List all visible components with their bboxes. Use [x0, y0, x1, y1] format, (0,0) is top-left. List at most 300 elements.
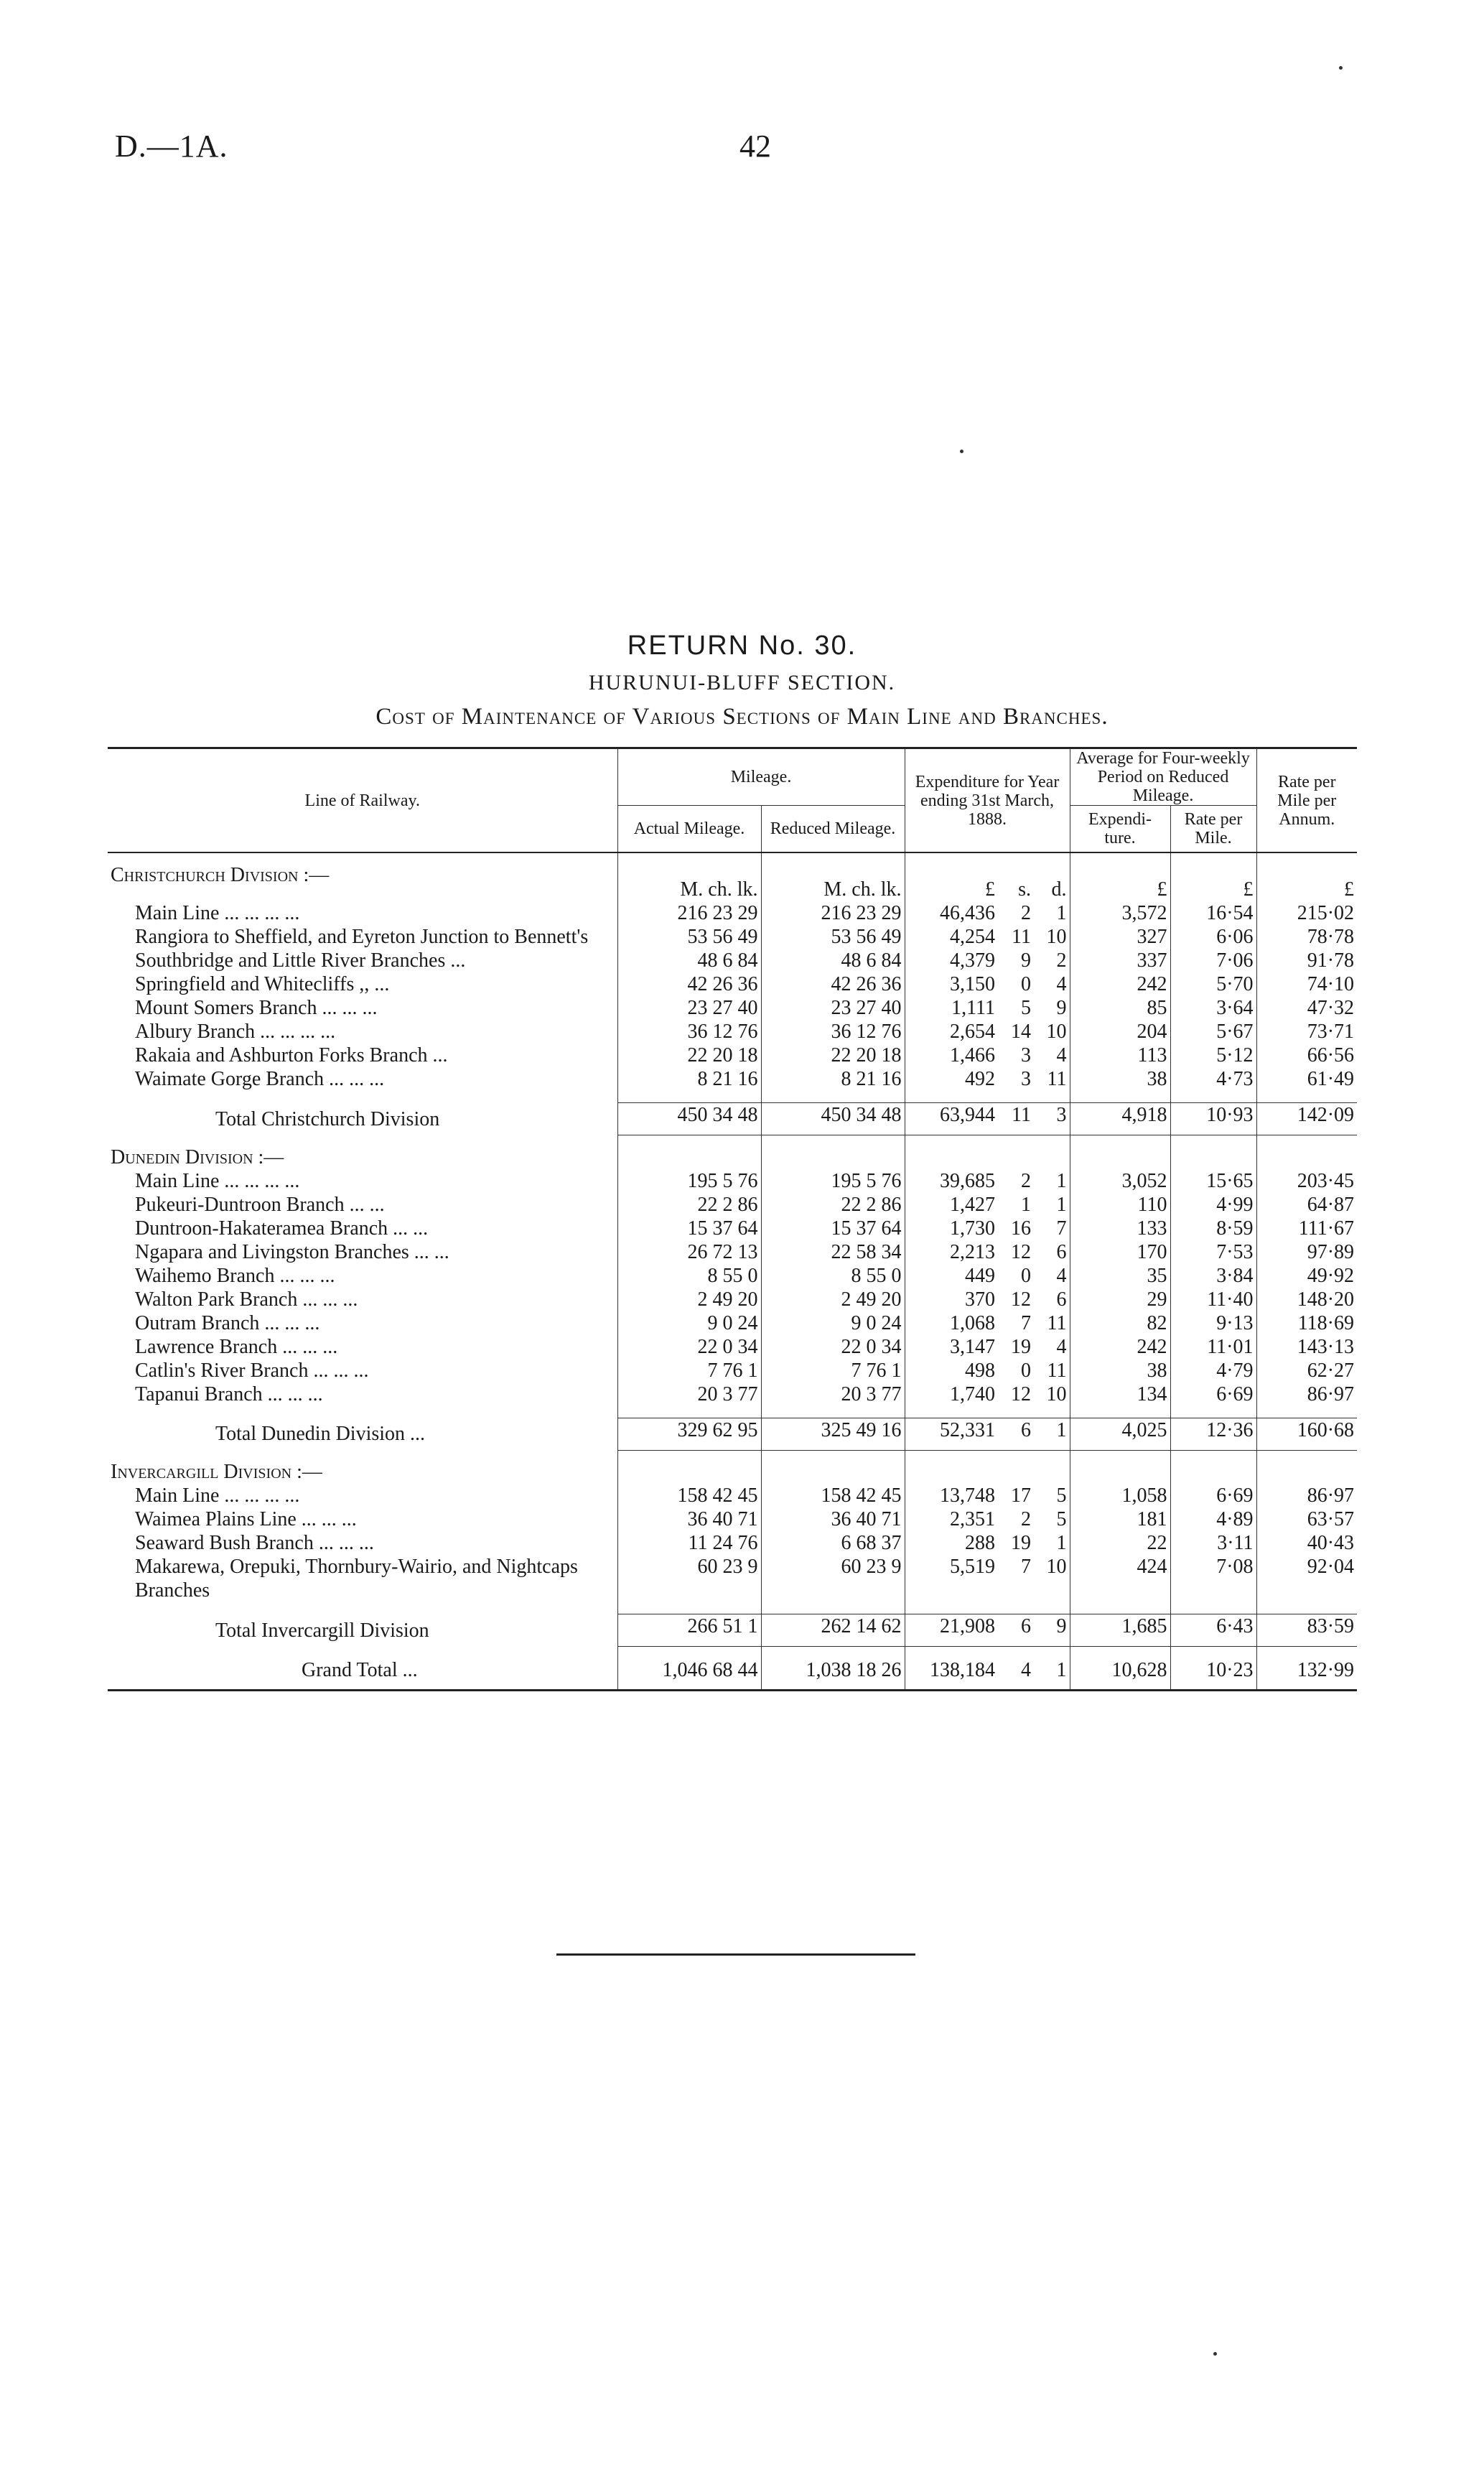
reduced-mileage-cell: 8 55 0 — [761, 1264, 905, 1288]
actual-mileage-cell: 450 34 48 — [617, 1103, 761, 1135]
empty-cell — [1170, 1406, 1256, 1418]
grand-total-pounds-cell: 138,184 — [905, 1658, 998, 1691]
rate-per-annum-cell: 111·67 — [1256, 1217, 1357, 1240]
speck-mark — [960, 450, 963, 453]
unit-label: M. ch. lk. — [617, 852, 761, 901]
rate-per-annum-cell: 92·04 — [1256, 1555, 1357, 1602]
expenditure-pence-cell: 9 — [1034, 1614, 1070, 1647]
division-total-row — [108, 1614, 1357, 1647]
grand-total-reduced-cell: 1,038 18 26 — [761, 1658, 905, 1691]
avg-expenditure-cell: 38 — [1070, 1359, 1170, 1382]
expenditure-pounds-cell: 46,436 — [905, 901, 998, 925]
expenditure-pounds-cell: 1,730 — [905, 1217, 998, 1240]
grand-total-row — [108, 1658, 1357, 1691]
empty-cell — [761, 1450, 905, 1484]
rate-per-annum-cell: 91·78 — [1256, 949, 1357, 972]
grand-total-actual-cell: 1,046 68 44 — [617, 1658, 761, 1691]
rate-per-annum-cell: 142·09 — [1256, 1103, 1357, 1135]
page-number: 42 — [739, 129, 771, 164]
expenditure-pence-cell: 11 — [1047, 1311, 1067, 1334]
railway-line-name: Southbridge and Little River Branches ... — [135, 949, 466, 972]
reduced-mileage-cell: 158 42 45 — [761, 1484, 905, 1507]
railway-line-name: Main Line ... ... ... ... — [135, 1169, 300, 1192]
empty-cell — [1256, 1450, 1357, 1484]
closing-rule — [556, 1953, 915, 1956]
spacer-row — [108, 1406, 1357, 1418]
reduced-mileage-cell: 195 5 76 — [761, 1169, 905, 1193]
unit-label: £ — [905, 852, 998, 901]
expenditure-pounds-cell: 3,150 — [905, 972, 998, 996]
reduced-mileage-cell: 262 14 62 — [761, 1614, 905, 1647]
expenditure-pounds-cell: 449 — [905, 1264, 998, 1288]
actual-mileage-cell: 22 2 86 — [617, 1193, 761, 1217]
expenditure-pounds-cell: 3,147 — [905, 1335, 998, 1359]
railway-line-name: Outram Branch ... ... ... — [135, 1311, 320, 1334]
empty-cell — [998, 1406, 1034, 1418]
avg-expenditure-cell: 85 — [1070, 996, 1170, 1020]
avg-expenditure-cell: 170 — [1070, 1240, 1170, 1264]
avg-rate-cell: 7·53 — [1170, 1240, 1256, 1264]
railway-line-name: Walton Park Branch ... ... ... — [135, 1288, 358, 1311]
table-row — [108, 1335, 1357, 1359]
empty-cell — [761, 1602, 905, 1614]
return-title: RETURN No. 30. — [627, 631, 857, 661]
avg-expenditure-cell: 133 — [1070, 1217, 1170, 1240]
expenditure-shillings-cell: 5 — [1021, 997, 1032, 1019]
empty-cell — [1070, 1602, 1170, 1614]
avg-rate-cell: 15·65 — [1170, 1169, 1256, 1193]
expenditure-pence-cell: 1 — [1056, 1532, 1067, 1554]
railway-line-name: Waimate Gorge Branch ... ... ... — [135, 1068, 385, 1090]
empty-cell — [108, 1091, 617, 1103]
expenditure-pounds-cell: 2,351 — [905, 1507, 998, 1531]
expenditure-pence-cell: 10 — [1046, 1382, 1067, 1405]
expenditure-shillings-cell: 2 — [1021, 1508, 1032, 1530]
avg-rate-cell: 6·69 — [1170, 1484, 1256, 1507]
expenditure-shillings-cell: 12 — [1011, 1288, 1032, 1311]
avg-expenditure-cell: 4,025 — [1070, 1418, 1170, 1450]
empty-cell — [1070, 1135, 1170, 1169]
reduced-mileage-cell: 15 37 64 — [761, 1217, 905, 1240]
empty-cell — [1070, 1406, 1170, 1418]
actual-mileage-cell: 42 26 36 — [617, 972, 761, 996]
reduced-mileage-cell: 216 23 29 — [761, 901, 905, 925]
empty-cell — [617, 1450, 761, 1484]
expenditure-pounds-cell: 1,427 — [905, 1193, 998, 1217]
actual-mileage-cell: 48 6 84 — [617, 949, 761, 972]
rate-per-annum-cell: 47·32 — [1256, 996, 1357, 1020]
unit-label: s. — [1018, 878, 1032, 901]
expenditure-pounds-cell: 492 — [905, 1067, 998, 1091]
table-row — [108, 972, 1357, 996]
avg-rate-cell: 16·54 — [1170, 901, 1256, 925]
col-mileage-header: Mileage. — [617, 748, 905, 806]
division-total-row — [108, 1103, 1357, 1135]
expenditure-pence-cell: 1 — [1056, 1193, 1067, 1216]
expenditure-pounds-cell: 4,379 — [905, 949, 998, 972]
col-reduced-header: Reduced Mileage. — [761, 806, 905, 853]
expenditure-pence-cell: 10 — [1046, 1556, 1067, 1578]
reduced-mileage-cell: 22 20 18 — [761, 1044, 905, 1067]
railway-line-name: Main Line ... ... ... ... — [135, 1484, 300, 1507]
empty-cell — [1170, 1602, 1256, 1614]
expenditure-pence-cell: 4 — [1056, 1264, 1067, 1287]
table-row — [108, 1507, 1357, 1531]
reduced-mileage-cell: 20 3 77 — [761, 1382, 905, 1406]
avg-expenditure-cell: 113 — [1070, 1044, 1170, 1067]
division-heading: Invercargill Division :— — [111, 1461, 322, 1483]
avg-expenditure-cell: 22 — [1070, 1531, 1170, 1555]
spacer-row — [108, 1647, 1357, 1659]
avg-rate-cell: 5·12 — [1170, 1044, 1256, 1067]
empty-cell — [998, 1450, 1034, 1484]
railway-line-name: Main Line ... ... ... ... — [135, 902, 300, 924]
division-total-label: Total Dunedin Division ... — [215, 1423, 426, 1445]
table-row — [108, 1264, 1357, 1288]
rate-per-annum-cell: 86·97 — [1256, 1484, 1357, 1507]
units-row — [108, 852, 1357, 901]
avg-rate-cell: 9·13 — [1170, 1311, 1256, 1335]
railway-line-name: Rangiora to Sheffield, and Eyreton Junction to Bennett's — [135, 926, 589, 948]
division-total-row — [108, 1418, 1357, 1450]
rate-per-annum-cell: 62·27 — [1256, 1359, 1357, 1382]
speck-mark — [1213, 2352, 1217, 2356]
empty-cell — [1256, 1602, 1357, 1614]
empty-cell — [1070, 1647, 1170, 1659]
unit-label: d. — [1051, 878, 1067, 901]
unit-label: M. ch. lk. — [761, 852, 905, 901]
table-row — [108, 1382, 1357, 1406]
empty-cell — [1170, 1091, 1256, 1103]
grand-total-label: Grand Total ... — [108, 1658, 617, 1691]
empty-cell — [617, 1135, 761, 1169]
avg-rate-cell: 5·67 — [1170, 1020, 1256, 1044]
unit-label: £ — [1256, 852, 1357, 901]
actual-mileage-cell: 22 20 18 — [617, 1044, 761, 1067]
expenditure-pounds-cell: 2,213 — [905, 1240, 998, 1264]
actual-mileage-cell: 15 37 64 — [617, 1217, 761, 1240]
division-heading-row — [108, 1450, 1357, 1484]
table-row — [108, 1531, 1357, 1555]
empty-cell — [108, 1602, 617, 1614]
actual-mileage-cell: 8 21 16 — [617, 1067, 761, 1091]
expenditure-pounds-cell: 13,748 — [905, 1484, 998, 1507]
table-row — [108, 1217, 1357, 1240]
expenditure-pounds-cell: 2,654 — [905, 1020, 998, 1044]
avg-rate-cell: 4·79 — [1170, 1359, 1256, 1382]
empty-cell — [108, 1406, 617, 1418]
expenditure-shillings-cell: 0 — [1021, 973, 1032, 995]
avg-expenditure-cell: 181 — [1070, 1507, 1170, 1531]
expenditure-pence-cell: 11 — [1047, 1068, 1067, 1090]
expenditure-shillings-cell: 2 — [1021, 902, 1032, 924]
actual-mileage-cell: 216 23 29 — [617, 901, 761, 925]
spacer-row — [108, 1602, 1357, 1614]
expenditure-pence-cell: 5 — [1056, 1508, 1067, 1530]
col-rate-header: Rate per Mile per Annum. — [1256, 748, 1357, 853]
empty-cell — [1034, 1450, 1070, 1484]
actual-mileage-cell: 53 56 49 — [617, 925, 761, 949]
expenditure-shillings-cell: 11 — [1012, 926, 1032, 948]
col-expenditure-header: Expenditure for Year ending 31st March, 1888. — [905, 748, 1070, 853]
empty-cell — [617, 1602, 761, 1614]
expenditure-shillings-cell: 16 — [1011, 1217, 1032, 1240]
unit-label: £ — [1170, 852, 1256, 901]
expenditure-pounds-cell: 1,068 — [905, 1311, 998, 1335]
empty-cell — [998, 1647, 1034, 1659]
expenditure-shillings-cell: 0 — [1021, 1359, 1032, 1382]
avg-rate-cell: 4·89 — [1170, 1507, 1256, 1531]
grand-total-s-cell: 4 — [998, 1658, 1034, 1691]
rate-per-annum-cell: 49·92 — [1256, 1264, 1357, 1288]
avg-rate-cell: 10·93 — [1170, 1103, 1256, 1135]
avg-expenditure-cell: 3,572 — [1070, 901, 1170, 925]
reduced-mileage-cell: 60 23 9 — [761, 1555, 905, 1602]
expenditure-pence-cell: 1 — [1056, 1169, 1067, 1192]
actual-mileage-cell: 20 3 77 — [617, 1382, 761, 1406]
rate-per-annum-cell: 66·56 — [1256, 1044, 1357, 1067]
empty-cell — [1170, 1450, 1256, 1484]
reduced-mileage-cell: 22 2 86 — [761, 1193, 905, 1217]
section-title: HURUNUI-BLUFF SECTION. — [588, 671, 896, 694]
reduced-mileage-cell: 36 40 71 — [761, 1507, 905, 1531]
empty-cell — [998, 1602, 1034, 1614]
railway-line-name: Waimea Plains Line ... ... ... — [135, 1508, 357, 1530]
table-row — [108, 925, 1357, 949]
expenditure-pounds-cell: 1,111 — [905, 996, 998, 1020]
expenditure-shillings-cell: 6 — [998, 1614, 1034, 1647]
expenditure-pounds-cell: 498 — [905, 1359, 998, 1382]
reduced-mileage-cell: 9 0 24 — [761, 1311, 905, 1335]
rate-per-annum-cell: 86·97 — [1256, 1382, 1357, 1406]
reduced-mileage-cell: 7 76 1 — [761, 1359, 905, 1382]
table-row — [108, 1288, 1357, 1311]
expenditure-pence-cell: 11 — [1047, 1359, 1067, 1382]
empty-cell — [905, 1406, 998, 1418]
avg-rate-cell: 3·11 — [1170, 1531, 1256, 1555]
avg-expenditure-cell: 4,918 — [1070, 1103, 1170, 1135]
empty-cell — [905, 1091, 998, 1103]
empty-cell — [761, 1091, 905, 1103]
actual-mileage-cell: 36 40 71 — [617, 1507, 761, 1531]
unit-label: £ — [1070, 852, 1170, 901]
expenditure-pence-cell: 1 — [1034, 1418, 1070, 1450]
table-subtitle: Cost of Maintenance of Various Sections of Main Line and Branches. — [375, 704, 1109, 730]
grand-total-avg_exp-cell: 10,628 — [1070, 1658, 1170, 1691]
speck-mark — [1339, 66, 1343, 70]
actual-mileage-cell: 266 51 1 — [617, 1614, 761, 1647]
empty-cell — [1170, 1135, 1256, 1169]
avg-expenditure-cell: 29 — [1070, 1288, 1170, 1311]
empty-cell — [1256, 1406, 1357, 1418]
expenditure-pounds-cell: 1,466 — [905, 1044, 998, 1067]
expenditure-pence-cell: 4 — [1056, 1335, 1067, 1358]
railway-line-name: Rakaia and Ashburton Forks Branch ... — [135, 1044, 448, 1066]
rate-per-annum-cell: 203·45 — [1256, 1169, 1357, 1193]
empty-cell — [1070, 1450, 1170, 1484]
expenditure-pounds-cell: 5,519 — [905, 1555, 998, 1602]
table-row — [108, 996, 1357, 1020]
table-row — [108, 1240, 1357, 1264]
avg-expenditure-cell: 204 — [1070, 1020, 1170, 1044]
actual-mileage-cell: 195 5 76 — [617, 1169, 761, 1193]
avg-expenditure-cell: 242 — [1070, 972, 1170, 996]
avg-rate-cell: 4·73 — [1170, 1067, 1256, 1091]
reduced-mileage-cell: 48 6 84 — [761, 949, 905, 972]
rate-per-annum-cell: 40·43 — [1256, 1531, 1357, 1555]
col-average-header: Average for Four-weekly Period on Reduced Mileage. — [1070, 748, 1256, 806]
expenditure-pounds-cell: 52,331 — [905, 1418, 998, 1450]
empty-cell — [1034, 1602, 1070, 1614]
table-row — [108, 949, 1357, 972]
avg-rate-cell: 11·01 — [1170, 1335, 1256, 1359]
table-row — [108, 1311, 1357, 1335]
railway-line-name: Waihemo Branch ... ... ... — [135, 1264, 335, 1287]
empty-cell — [1034, 1091, 1070, 1103]
expenditure-pounds-cell: 288 — [905, 1531, 998, 1555]
expenditure-shillings-cell: 2 — [1021, 1169, 1032, 1192]
empty-cell — [1034, 1406, 1070, 1418]
expenditure-pence-cell: 10 — [1046, 926, 1067, 948]
empty-cell — [1256, 1091, 1357, 1103]
expenditure-shillings-cell: 11 — [998, 1103, 1034, 1135]
empty-cell — [905, 1602, 998, 1614]
rate-per-annum-cell: 78·78 — [1256, 925, 1357, 949]
empty-cell — [761, 1135, 905, 1169]
expenditure-shillings-cell: 17 — [1011, 1484, 1032, 1507]
rate-per-annum-cell: 64·87 — [1256, 1193, 1357, 1217]
expenditure-shillings-cell: 7 — [1021, 1556, 1032, 1578]
reduced-mileage-cell: 450 34 48 — [761, 1103, 905, 1135]
actual-mileage-cell: 26 72 13 — [617, 1240, 761, 1264]
empty-cell — [905, 1135, 998, 1169]
empty-cell — [905, 1450, 998, 1484]
empty-cell — [1170, 1647, 1256, 1659]
rate-per-annum-cell: 160·68 — [1256, 1418, 1357, 1450]
actual-mileage-cell: 2 49 20 — [617, 1288, 761, 1311]
reduced-mileage-cell: 53 56 49 — [761, 925, 905, 949]
table-row — [108, 1484, 1357, 1507]
railway-line-name: Albury Branch ... ... ... ... — [135, 1021, 336, 1043]
actual-mileage-cell: 22 0 34 — [617, 1335, 761, 1359]
reduced-mileage-cell: 22 58 34 — [761, 1240, 905, 1264]
actual-mileage-cell: 9 0 24 — [617, 1311, 761, 1335]
expenditure-pence-cell: 6 — [1056, 1240, 1067, 1263]
empty-cell — [108, 1647, 617, 1659]
reduced-mileage-cell: 23 27 40 — [761, 996, 905, 1020]
empty-cell — [617, 1406, 761, 1418]
avg-expenditure-cell: 35 — [1070, 1264, 1170, 1288]
avg-rate-cell: 4·99 — [1170, 1193, 1256, 1217]
avg-rate-cell: 8·59 — [1170, 1217, 1256, 1240]
empty-cell — [1034, 1135, 1070, 1169]
avg-expenditure-cell: 3,052 — [1070, 1169, 1170, 1193]
expenditure-shillings-cell: 3 — [1021, 1068, 1032, 1090]
railway-line-name: Pukeuri-Duntroon Branch ... ... — [135, 1193, 385, 1216]
expenditure-shillings-cell: 1 — [1021, 1193, 1032, 1216]
actual-mileage-cell: 158 42 45 — [617, 1484, 761, 1507]
rate-per-annum-cell: 73·71 — [1256, 1020, 1357, 1044]
avg-rate-cell: 6·06 — [1170, 925, 1256, 949]
table-row — [108, 1020, 1357, 1044]
railway-line-name: Springfield and Whitecliffs ,, ... — [135, 973, 390, 995]
table-row — [108, 1067, 1357, 1091]
expenditure-pence-cell: 1 — [1056, 902, 1067, 924]
empty-cell — [761, 1406, 905, 1418]
expenditure-pence-cell: 7 — [1056, 1217, 1067, 1240]
expenditure-pounds-cell: 63,944 — [905, 1103, 998, 1135]
avg-expenditure-cell: 424 — [1070, 1555, 1170, 1602]
avg-rate-cell: 7·06 — [1170, 949, 1256, 972]
expenditure-pence-cell: 4 — [1056, 973, 1067, 995]
expenditure-shillings-cell: 9 — [1021, 949, 1032, 972]
actual-mileage-cell: 36 12 76 — [617, 1020, 761, 1044]
expenditure-shillings-cell: 14 — [1011, 1021, 1032, 1043]
expenditure-pence-cell: 5 — [1056, 1484, 1067, 1507]
expenditure-pence-cell: 9 — [1056, 997, 1067, 1019]
maintenance-cost-table — [108, 747, 1357, 1691]
grand-total-avg_rate-cell: 10·23 — [1170, 1658, 1256, 1691]
rate-per-annum-cell: 63·57 — [1256, 1507, 1357, 1531]
reduced-mileage-cell: 2 49 20 — [761, 1288, 905, 1311]
rate-per-annum-cell: 148·20 — [1256, 1288, 1357, 1311]
avg-rate-cell: 6·69 — [1170, 1382, 1256, 1406]
empty-cell — [617, 1647, 761, 1659]
reduced-mileage-cell: 8 21 16 — [761, 1067, 905, 1091]
reduced-mileage-cell: 22 0 34 — [761, 1335, 905, 1359]
division-heading: Dunedin Division :— — [111, 1145, 284, 1168]
avg-expenditure-cell: 38 — [1070, 1067, 1170, 1091]
railway-line-name: Lawrence Branch ... ... ... — [135, 1335, 338, 1358]
col-avg-rate-header: Rate per Mile. — [1170, 806, 1256, 853]
railway-line-name: Makarewa, Orepuki, Thornbury-Wairio, and Nightcaps Branches — [135, 1556, 578, 1602]
expenditure-pounds-cell: 370 — [905, 1288, 998, 1311]
actual-mileage-cell: 60 23 9 — [617, 1555, 761, 1602]
division-heading-row — [108, 1135, 1357, 1169]
table-row — [108, 1359, 1357, 1382]
expenditure-shillings-cell: 7 — [1021, 1311, 1032, 1334]
empty-cell — [1256, 1135, 1357, 1169]
actual-mileage-cell: 23 27 40 — [617, 996, 761, 1020]
expenditure-shillings-cell: 3 — [1021, 1044, 1032, 1066]
expenditure-pounds-cell: 39,685 — [905, 1169, 998, 1193]
empty-cell — [998, 1091, 1034, 1103]
rate-per-annum-cell: 97·89 — [1256, 1240, 1357, 1264]
col-line-header: Line of Railway. — [108, 748, 617, 853]
expenditure-shillings-cell: 19 — [1011, 1532, 1032, 1554]
expenditure-pounds-cell: 1,740 — [905, 1382, 998, 1406]
reduced-mileage-cell: 36 12 76 — [761, 1020, 905, 1044]
expenditure-pence-cell: 10 — [1046, 1021, 1067, 1043]
table-row — [108, 1044, 1357, 1067]
railway-line-name: Catlin's River Branch ... ... ... — [135, 1359, 369, 1382]
empty-cell — [761, 1647, 905, 1659]
grand-total-d-cell: 1 — [1034, 1658, 1070, 1691]
avg-rate-cell: 7·08 — [1170, 1555, 1256, 1602]
avg-rate-cell: 5·70 — [1170, 972, 1256, 996]
expenditure-shillings-cell: 12 — [1011, 1382, 1032, 1405]
table-row — [108, 1555, 1357, 1602]
table-row — [108, 1193, 1357, 1217]
avg-expenditure-cell: 327 — [1070, 925, 1170, 949]
rate-per-annum-cell: 118·69 — [1256, 1311, 1357, 1335]
expenditure-pence-cell: 6 — [1056, 1288, 1067, 1311]
railway-line-name: Ngapara and Livingston Branches ... ... — [135, 1240, 449, 1263]
avg-rate-cell: 11·40 — [1170, 1288, 1256, 1311]
expenditure-pounds-cell: 21,908 — [905, 1614, 998, 1647]
reduced-mileage-cell: 325 49 16 — [761, 1418, 905, 1450]
expenditure-shillings-cell: 12 — [1011, 1240, 1032, 1263]
